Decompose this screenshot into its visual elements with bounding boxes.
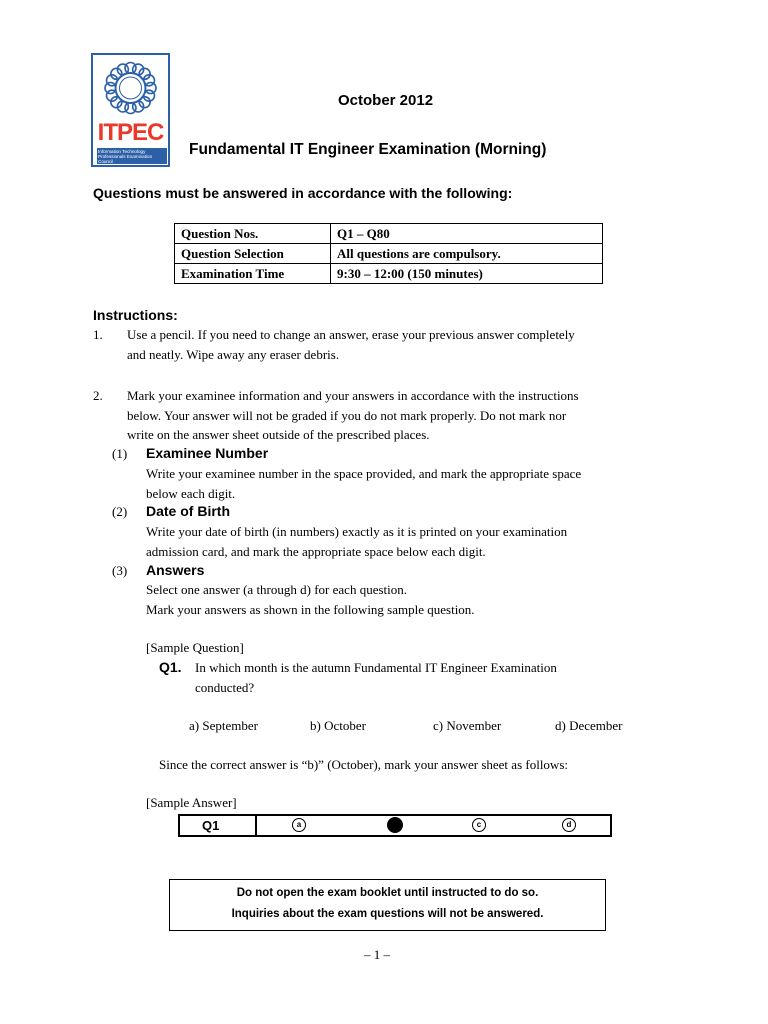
bubble-letter: d [566, 820, 572, 829]
examinee-number-text [146, 464, 676, 503]
sub-number: (2) [112, 504, 128, 519]
text-line: Select one answer (a through d) for each question. [146, 582, 407, 597]
table-row [175, 224, 603, 244]
exam-title: Fundamental IT Engineer Examination (Morning) [189, 141, 547, 158]
notice-line: Inquiries about the exam questions will not be answered. [231, 908, 544, 920]
itpec-emblem-icon [93, 55, 168, 121]
table-value: Q1 – Q80 [331, 224, 603, 244]
instructions-heading: Instructions: [93, 307, 178, 323]
sample-question-text [195, 658, 676, 697]
date-of-birth-heading: Date of Birth [146, 503, 230, 519]
item-number: 1. [93, 327, 103, 342]
table-value: All questions are compulsory. [331, 244, 603, 264]
text-line: admission card, and mark the appropriate space below each digit. [146, 543, 486, 559]
option-c: c) November [433, 718, 502, 733]
instruction-2 [127, 386, 676, 445]
sample-answer-label: [Sample Answer] [146, 795, 237, 810]
item-number: 2. [93, 388, 103, 403]
notice-line: Do not open the exam booklet until instructed to do so. [236, 887, 539, 899]
text-line: below. Your answer will not be graded if you do not mark properly. Do not mark nor [127, 407, 567, 423]
logo-word: ITPEC [97, 119, 164, 146]
sub-number: (3) [112, 563, 128, 578]
table-label: Question Nos. [175, 224, 331, 244]
answers-text [146, 580, 676, 619]
text-line: In which month is the autumn Fundamental IT Engineer Examination [195, 660, 557, 675]
text-line: and neatly. Wipe away any eraser debris. [127, 346, 340, 362]
sub-number: (1) [112, 446, 128, 461]
bubble-letter: c [476, 820, 482, 829]
table-value: 9:30 – 12:00 (150 minutes) [331, 264, 603, 284]
instruction-1 [127, 325, 676, 364]
answer-bubble-c [472, 818, 486, 832]
table-label: Question Selection [175, 244, 331, 264]
answer-bubble-b-filled [387, 817, 403, 833]
text-line: conducted? [195, 679, 255, 695]
option-a: a) September [189, 718, 258, 733]
answers-heading: Answers [146, 562, 205, 578]
table-label: Examination Time [175, 264, 331, 284]
text-line: Write your examinee number in the space provided, and mark the appropriate space [146, 466, 582, 481]
answer-bubble-a [292, 818, 306, 832]
text-line: write on the answer sheet outside of the prescribed places. [127, 427, 430, 442]
text-line: below each digit. [146, 485, 236, 501]
itpec-logo [91, 53, 170, 167]
lead-heading: Questions must be answered in accordance with the following: [93, 185, 513, 201]
table-row [175, 264, 603, 284]
logo-subtitle: Information Technology Professionals Examination Council [97, 148, 167, 164]
exam-date: October 2012 [338, 92, 434, 109]
page-number: – 1 – [364, 947, 390, 962]
text-line: Use a pencil. If you need to change an answer, erase your previous answer completely [127, 327, 575, 342]
text-line: Write your date of birth (in numbers) exactly as it is printed on your examination [146, 524, 568, 539]
table-row [175, 244, 603, 264]
notice-box [169, 879, 606, 931]
sample-question-label: [Sample Question] [146, 640, 244, 655]
info-table [174, 223, 603, 284]
date-of-birth-text [146, 522, 676, 561]
answer-row-label: Q1 [180, 816, 257, 835]
text-line: Mark your examinee information and your answers in accordance with the instructions [127, 388, 579, 403]
sample-explanation: Since the correct answer is “b)” (October), mark your answer sheet as follows: [159, 757, 568, 772]
option-d: d) December [555, 718, 623, 733]
text-line: Mark your answers as shown in the following sample question. [146, 601, 475, 617]
bubble-letter: a [296, 820, 302, 829]
sample-answer-row [178, 814, 612, 837]
sample-question-number: Q1. [159, 659, 182, 675]
option-b: b) October [310, 718, 366, 733]
examinee-number-heading: Examinee Number [146, 445, 269, 461]
answer-bubble-d [562, 818, 576, 832]
